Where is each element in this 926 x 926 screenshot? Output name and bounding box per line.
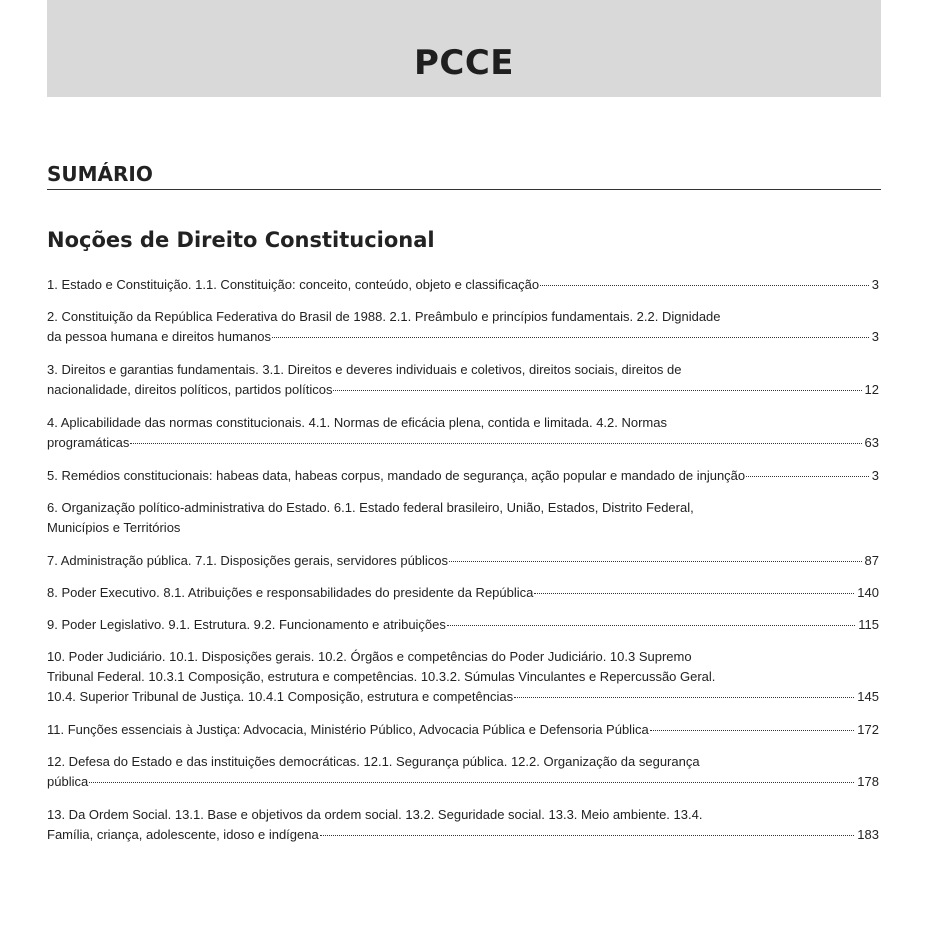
toc-entry-text: Tribunal Federal. 10.3.1 Composição, estrutura e competências. 10.3.2. Súmulas Vinculantes e Repercussão Geral. [47, 669, 716, 684]
toc-entry-line [47, 433, 879, 453]
table-of-contents [47, 275, 879, 858]
dot-leader [333, 390, 861, 391]
toc-entry-line [47, 615, 879, 635]
toc-entry [47, 752, 879, 792]
toc-page-number: 63 [864, 435, 879, 450]
toc-entry-text: pública [47, 774, 89, 789]
toc-entry [47, 360, 879, 400]
dot-leader [514, 697, 854, 698]
dot-leader [540, 285, 869, 286]
toc-entry-line [47, 825, 879, 845]
toc-entry-line [47, 772, 879, 792]
toc-entry-line [47, 466, 879, 486]
summary-header [47, 160, 881, 190]
toc-page-number: 87 [864, 553, 879, 568]
dot-leader [89, 782, 854, 783]
toc-entry [47, 720, 879, 740]
dot-leader [534, 593, 854, 594]
toc-entry-text: 12. Defesa do Estado e das instituições democráticas. 12.1. Segurança pública. 12.2. Organização da segurança [47, 754, 700, 769]
toc-entry [47, 583, 879, 603]
toc-page-number: 3 [871, 468, 879, 483]
toc-entry [47, 307, 879, 347]
toc-entry-line [47, 720, 879, 740]
toc-entry [47, 615, 879, 635]
toc-page-number: 12 [864, 382, 879, 397]
toc-entry [47, 466, 879, 486]
toc-entry [47, 498, 879, 538]
summary-title: SUMÁRIO [47, 162, 153, 186]
toc-entry-text: programáticas [47, 435, 130, 450]
toc-page-number: 178 [857, 774, 879, 789]
dot-leader [746, 476, 869, 477]
toc-entry-text: 13. Da Ordem Social. 13.1. Base e objetivos da ordem social. 13.2. Seguridade social. 13.3. Meio ambiente. 13.4. [47, 807, 703, 822]
toc-entry-text: 8. Poder Executivo. 8.1. Atribuições e responsabilidades do presidente da República [47, 585, 534, 600]
toc-entry-text: da pessoa humana e direitos humanos [47, 329, 272, 344]
toc-entry-text: 5. Remédios constitucionais: habeas data, habeas corpus, mandado de segurança, ação popular e mandado de injunção [47, 468, 746, 483]
toc-entry-text: 6. Organização político-administrativa do Estado. 6.1. Estado federal brasileiro, União, Estados, Distrito Federal, [47, 500, 694, 515]
dot-leader [650, 730, 855, 731]
dot-leader [449, 561, 861, 562]
dot-leader [130, 443, 861, 444]
toc-entry-text: 4. Aplicabilidade das normas constitucionais. 4.1. Normas de eficácia plena, contida e limitada. 4.2. Normas [47, 415, 667, 430]
section-title: Noções de Direito Constitucional [47, 228, 435, 252]
toc-entry-text: 9. Poder Legislativo. 9.1. Estrutura. 9.2. Funcionamento e atribuições [47, 617, 446, 632]
toc-entry-line [47, 275, 879, 295]
toc-entry [47, 413, 879, 453]
toc-entry [47, 805, 879, 845]
toc-entry-text: Municípios e Territórios [47, 520, 181, 535]
toc-entry-line [47, 518, 879, 538]
toc-entry-text: 11. Funções essenciais à Justiça: Advocacia, Ministério Público, Advocacia Pública e Defensoria Pública [47, 722, 649, 737]
toc-entry-line [47, 327, 879, 347]
dot-leader [272, 337, 869, 338]
toc-page-number: 172 [857, 722, 879, 737]
toc-page-number: 183 [857, 827, 879, 842]
toc-entry [47, 275, 879, 295]
dot-leader [447, 625, 855, 626]
toc-entry [47, 647, 879, 707]
toc-entry-text: 3. Direitos e garantias fundamentais. 3.1. Direitos e deveres individuais e coletivos, direitos sociais, direitos de [47, 362, 682, 377]
toc-entry-text: 10.4. Superior Tribunal de Justiça. 10.4.1 Composição, estrutura e competências [47, 689, 514, 704]
toc-entry-text: nacionalidade, direitos políticos, partidos políticos [47, 382, 333, 397]
toc-page-number: 3 [871, 277, 879, 292]
toc-entry-text: 2. Constituição da República Federativa do Brasil de 1988. 2.1. Preâmbulo e princípios fundamentais. 2.2. Dignidade [47, 309, 721, 324]
toc-page-number: 3 [871, 329, 879, 344]
page-title: PCCE [413, 42, 515, 83]
toc-entry [47, 551, 879, 571]
dot-leader [320, 835, 855, 836]
toc-entry-line [47, 583, 879, 603]
toc-entry-text: 10. Poder Judiciário. 10.1. Disposições gerais. 10.2. Órgãos e competências do Poder Judiciário. 10.3 Supremo [47, 649, 692, 664]
toc-page-number: 145 [857, 689, 879, 704]
toc-entry-line [47, 380, 879, 400]
toc-entry-text: 7. Administração pública. 7.1. Disposições gerais, servidores públicos [47, 553, 449, 568]
toc-entry-line [47, 687, 879, 707]
toc-entry-text: Família, criança, adolescente, idoso e indígena [47, 827, 319, 842]
toc-entry-text: 1. Estado e Constituição. 1.1. Constituição: conceito, conteúdo, objeto e classificação [47, 277, 540, 292]
toc-page-number: 115 [858, 617, 879, 632]
toc-entry-line [47, 551, 879, 571]
header-banner [47, 0, 881, 97]
toc-page-number: 140 [857, 585, 879, 600]
